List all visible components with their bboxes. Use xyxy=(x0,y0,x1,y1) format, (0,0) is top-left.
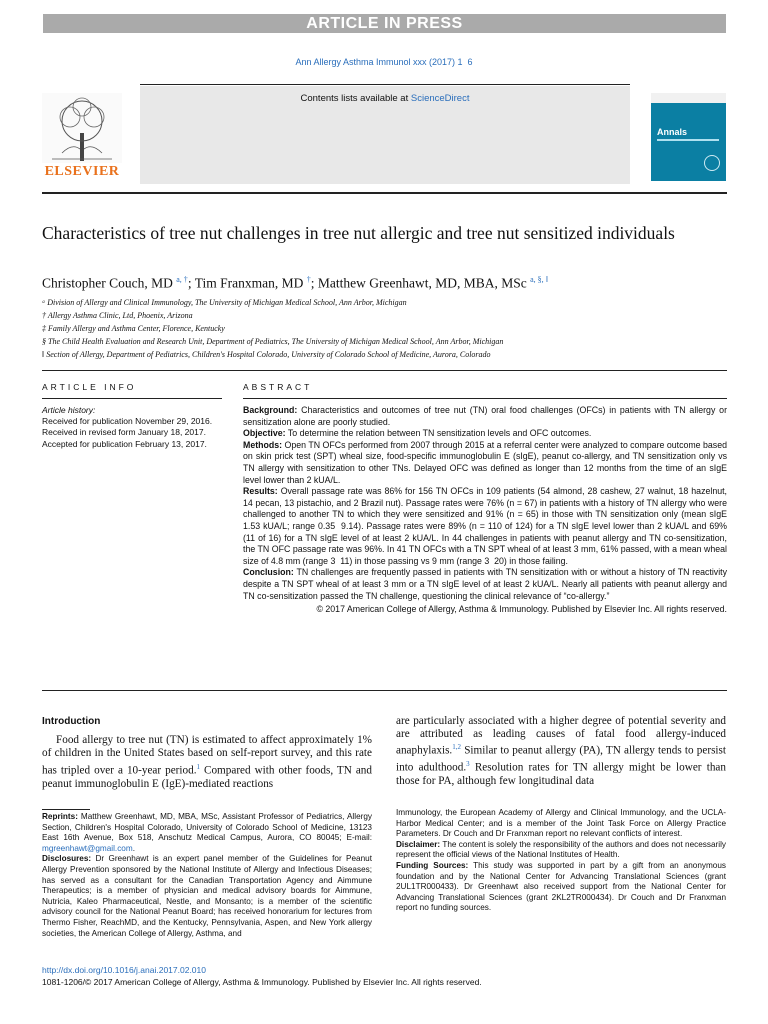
contents-line xyxy=(140,93,630,104)
footnote-rule xyxy=(42,809,90,810)
citation-link[interactable]: 3 xyxy=(466,760,470,769)
abstract-section-label: Objective: xyxy=(243,428,286,439)
author-name: Matthew Greenhawt, MD, MBA, MSc xyxy=(317,275,527,291)
email-link[interactable]: mgreenhawt@gmail.com xyxy=(42,843,133,853)
author-separator: ; xyxy=(310,275,318,291)
note-label: Funding Sources: xyxy=(396,860,469,870)
abstract-section xyxy=(243,486,727,567)
citation-link[interactable]: 1,2 xyxy=(452,743,461,752)
affiliation: ‡ Family Allergy and Asthma Center, Florence, Kentucky xyxy=(42,324,225,333)
abstract-section-text: Overall passage rate was 86% for 156 TN OFCs in 109 patients (54 almond, 28 cashew, 27 walnut, 18 hazelnut, 14 pecan, 13 pistachio, and 2 Brazil nut). Passage rates were 76% (n = 67) in patients with a history of TN allergy who were challenged to another TN to which they were sensitized and 91% (n = 65) in those with TN sensitization only (mean sIgE 1.53 kUA/L; range 0.35 9.14). Passage rates were 89% (n = 110 of 124) for a TN sIgE level lower than 2 kUA/L and 69% (11 of 16) for a TN sIgE level of at least 2 kUA/L. In 44 challenges in patients with peanut allergy and TN co-sensitization, the TN OFC passage rate was 96%. In 41 TN OFCs with a TN SPT wheal of at least 3 mm, 61% passed, with a mean wheal size of 4.8 mm (range 3 11) in those passing vs 9 mm (range 3 20) in those failing. xyxy=(243,486,727,566)
abstract-rule xyxy=(243,398,727,399)
history-label: Article history: xyxy=(42,405,96,415)
sciencedirect-link[interactable]: ScienceDirect xyxy=(410,93,470,104)
intro-column-left xyxy=(42,715,372,791)
abstract-section-text: TN challenges are frequently passed in patients with TN sensitization with or without a history of TN reactivity despite a TN SPT wheal of at least 3 mm or a TN sIgE level of at least 2 kUA/L. Nearly all patients with peanut allergy and TN co-sensitization passed the TN challenge, questioning the clinical relevance of “co-allergy.” xyxy=(243,567,727,601)
intro-text: are particularly associated with a higher degree of potential severity and are attributed as leading causes of fatal food allergy-induced anaphylaxis. xyxy=(396,715,726,758)
abstract-section-label: Background: xyxy=(243,405,298,415)
abstract-section-label: Results: xyxy=(243,486,278,497)
history-entry: Accepted for publication February 13, 2017. xyxy=(42,438,207,449)
affiliation: † Allergy Asthma Clinic, Ltd, Phoenix, Arizona xyxy=(42,311,193,320)
reprints-note xyxy=(42,812,372,854)
author-separator: ; xyxy=(187,275,195,291)
cover-seal-icon xyxy=(704,155,720,171)
note-label: Reprints: xyxy=(42,812,78,821)
abstract-section xyxy=(243,567,727,602)
funding-note xyxy=(396,861,726,914)
intro-text: Resolution rates for TN allergy might be lower than those for PA, although few longitudinal data xyxy=(396,762,726,788)
abstract-section xyxy=(243,405,727,428)
intro-text: Similar to peanut allergy (PA), TN allergy tends to persist into adulthood. xyxy=(396,745,726,775)
affiliations xyxy=(42,296,732,361)
author-marks[interactable]: a, † xyxy=(176,275,188,284)
abstract-copyright: © 2017 American College of Allergy, Asthma & Immunology. Published by Elsevier Inc. All rights reserved. xyxy=(316,604,727,615)
disclaimer-note xyxy=(396,840,726,861)
abstract-section-text: Characteristics and outcomes of tree nut (TN) oral food challenges (OFCs) in patients with TN allergy or sensitization alone are poorly studied. xyxy=(243,405,727,427)
author-marks[interactable]: a, §, ‖ xyxy=(530,275,548,284)
author-name: Tim Franxman, MD xyxy=(194,275,304,291)
issn-copyright: 1081-1206/© 2017 American College of Allergy, Asthma & Immunology. Published by Elsevier Inc. All rights reserved. xyxy=(42,977,482,987)
abstract-section-text: Open TN OFCs performed from 2007 through 2015 at a referral center were analyzed to compare outcome based on skin prick test (SPT) wheal size, food-specific immunoglobulin E (sIgE), peanut co-allergy, and TN sensitization only vs TN allergy with sensitization to other TNs. Delayed OFC was defined as longer than 12 months from the time of an sIgE level lower than 2 kUA/L. xyxy=(243,439,727,485)
author-name: Christopher Couch, MD xyxy=(42,275,173,291)
intro-text: Compared with other foods, TN and peanut immunoglobulin E (IgE)-mediated reactions xyxy=(42,764,372,790)
header-top-rule xyxy=(140,84,630,85)
note-text: Dr Greenhawt is an expert panel member of the Guidelines for Peanut Allergy Prevention sponsored by the National Institute of Allergy and Infectious Diseases; has served as a consultant for the Canadian Transportation Agency and Aimmune Therapeutics; is a member of physician and medical advisory boards for Aimmune, Nutricia, Kaleo Pharmaceutical, Nestle, and Monsanto; is a member of the scientific advisory council for the National Peanut Board; has received honorarium for lectures from Thermo Fisher, ReachMD, and the Kentucky, Pennsylvania, Aspen, and New York allergy societies, the American College of Allergy, Asthma, and xyxy=(42,854,372,938)
cover-title: Annals xyxy=(657,127,688,137)
author-marks[interactable]: † xyxy=(306,275,311,284)
cover-stripe xyxy=(657,139,719,141)
note-label: Disclosures: xyxy=(42,854,92,864)
abstract-bottom-rule xyxy=(42,690,727,691)
intro-paragraph xyxy=(42,734,372,791)
footnotes-right xyxy=(396,808,726,914)
note-text: The content is solely the responsibility of the authors and does not necessarily represent the official views of the National Institutes of Health. xyxy=(396,839,726,860)
affiliation: ᵃ Division of Allergy and Clinical Immunology, The University of Michigan Medical School, Ann Arbor, Michigan xyxy=(42,298,407,307)
disclosures-continued: Immunology, the European Academy of Allergy and Clinical Immunology, and the UCLA-Harbor Medical Center; and is a member of the Joint Task Force on Allergy Practice Parameters. Dr Couch and Dr Franxman report no relevant conflicts of interest. xyxy=(396,808,726,839)
abstract-body xyxy=(243,405,727,616)
affil-rule xyxy=(42,370,727,371)
footnotes-left xyxy=(42,812,372,939)
article-in-press-banner: ARTICLE IN PRESS xyxy=(43,14,726,33)
contents-text: Contents lists available at xyxy=(300,93,411,104)
abstract-heading: ABSTRACT xyxy=(243,382,313,392)
article-info-heading: ARTICLE INFO xyxy=(42,382,137,392)
affiliation: ‖ Section of Allergy, Department of Pediatrics, Children's Hospital Colorado, University of Colorado School of Medicine, Aurora, Colorado xyxy=(42,350,491,359)
citation-link[interactable]: 1 xyxy=(196,762,200,771)
intro-column-right xyxy=(396,715,726,788)
article-info-rule xyxy=(42,398,222,399)
elsevier-wordmark: ELSEVIER xyxy=(44,164,120,179)
note-text: . xyxy=(132,843,135,853)
header-bottom-rule xyxy=(42,192,727,194)
history-entry: Received for publication November 29, 2016. xyxy=(42,416,213,427)
author-list xyxy=(42,275,732,292)
article-title: Characteristics of tree nut challenges in tree nut allergic and tree nut sensitized individuals xyxy=(42,223,675,243)
journal-citation[interactable]: Ann Allergy Asthma Immunol xxx (2017) 1 6 xyxy=(295,57,473,67)
note-label: Disclaimer: xyxy=(396,839,441,849)
intro-text: Food allergy to tree nut (TN) is estimated to affect approximately 1% of children in the United States based on self-report survey, and this rate has tripled over a 10-year period. xyxy=(42,734,372,777)
abstract-section xyxy=(243,440,727,486)
intro-heading: Introduction xyxy=(42,716,101,727)
affiliation: § The Child Health Evaluation and Research Unit, Department of Pediatrics, The University of Michigan Medical School, Ann Arbor, Michigan xyxy=(42,337,504,346)
journal-cover-thumbnail[interactable] xyxy=(651,93,726,181)
disclosures-note xyxy=(42,854,372,939)
note-text: This study was supported in part by a gift from an anonymous foundation and by the National Center for Advancing Translational Sciences (grant 2UL1TR000433). Dr Greenhawt also received support from the National Center for Advancing Translational Sciences (grant 2KL2TR000434). Dr Couch and Dr Franxman report no funding sources. xyxy=(396,860,727,913)
history-entry: Received in revised form January 18, 2017. xyxy=(42,427,206,438)
abstract-section-label: Methods: xyxy=(243,439,283,450)
abstract-section-text: To determine the relation between TN sensitization levels and OFC outcomes. xyxy=(287,428,592,439)
note-text: Matthew Greenhawt, MD, MBA, MSc, Assistant Professor of Pediatrics, Allergy Section, Children's Hospital Colorado, University of Colorado School of Medicine, 13123 East 16th Avenue, Box 518, Anschutz Medical Campus, Aurora, CO 80045; E-mail: xyxy=(42,812,372,843)
article-history xyxy=(42,405,222,450)
abstract-section xyxy=(243,428,727,440)
doi-link[interactable]: http://dx.doi.org/10.1016/j.anai.2017.02.010 xyxy=(42,965,206,975)
abstract-section-label: Conclusion: xyxy=(243,567,294,578)
